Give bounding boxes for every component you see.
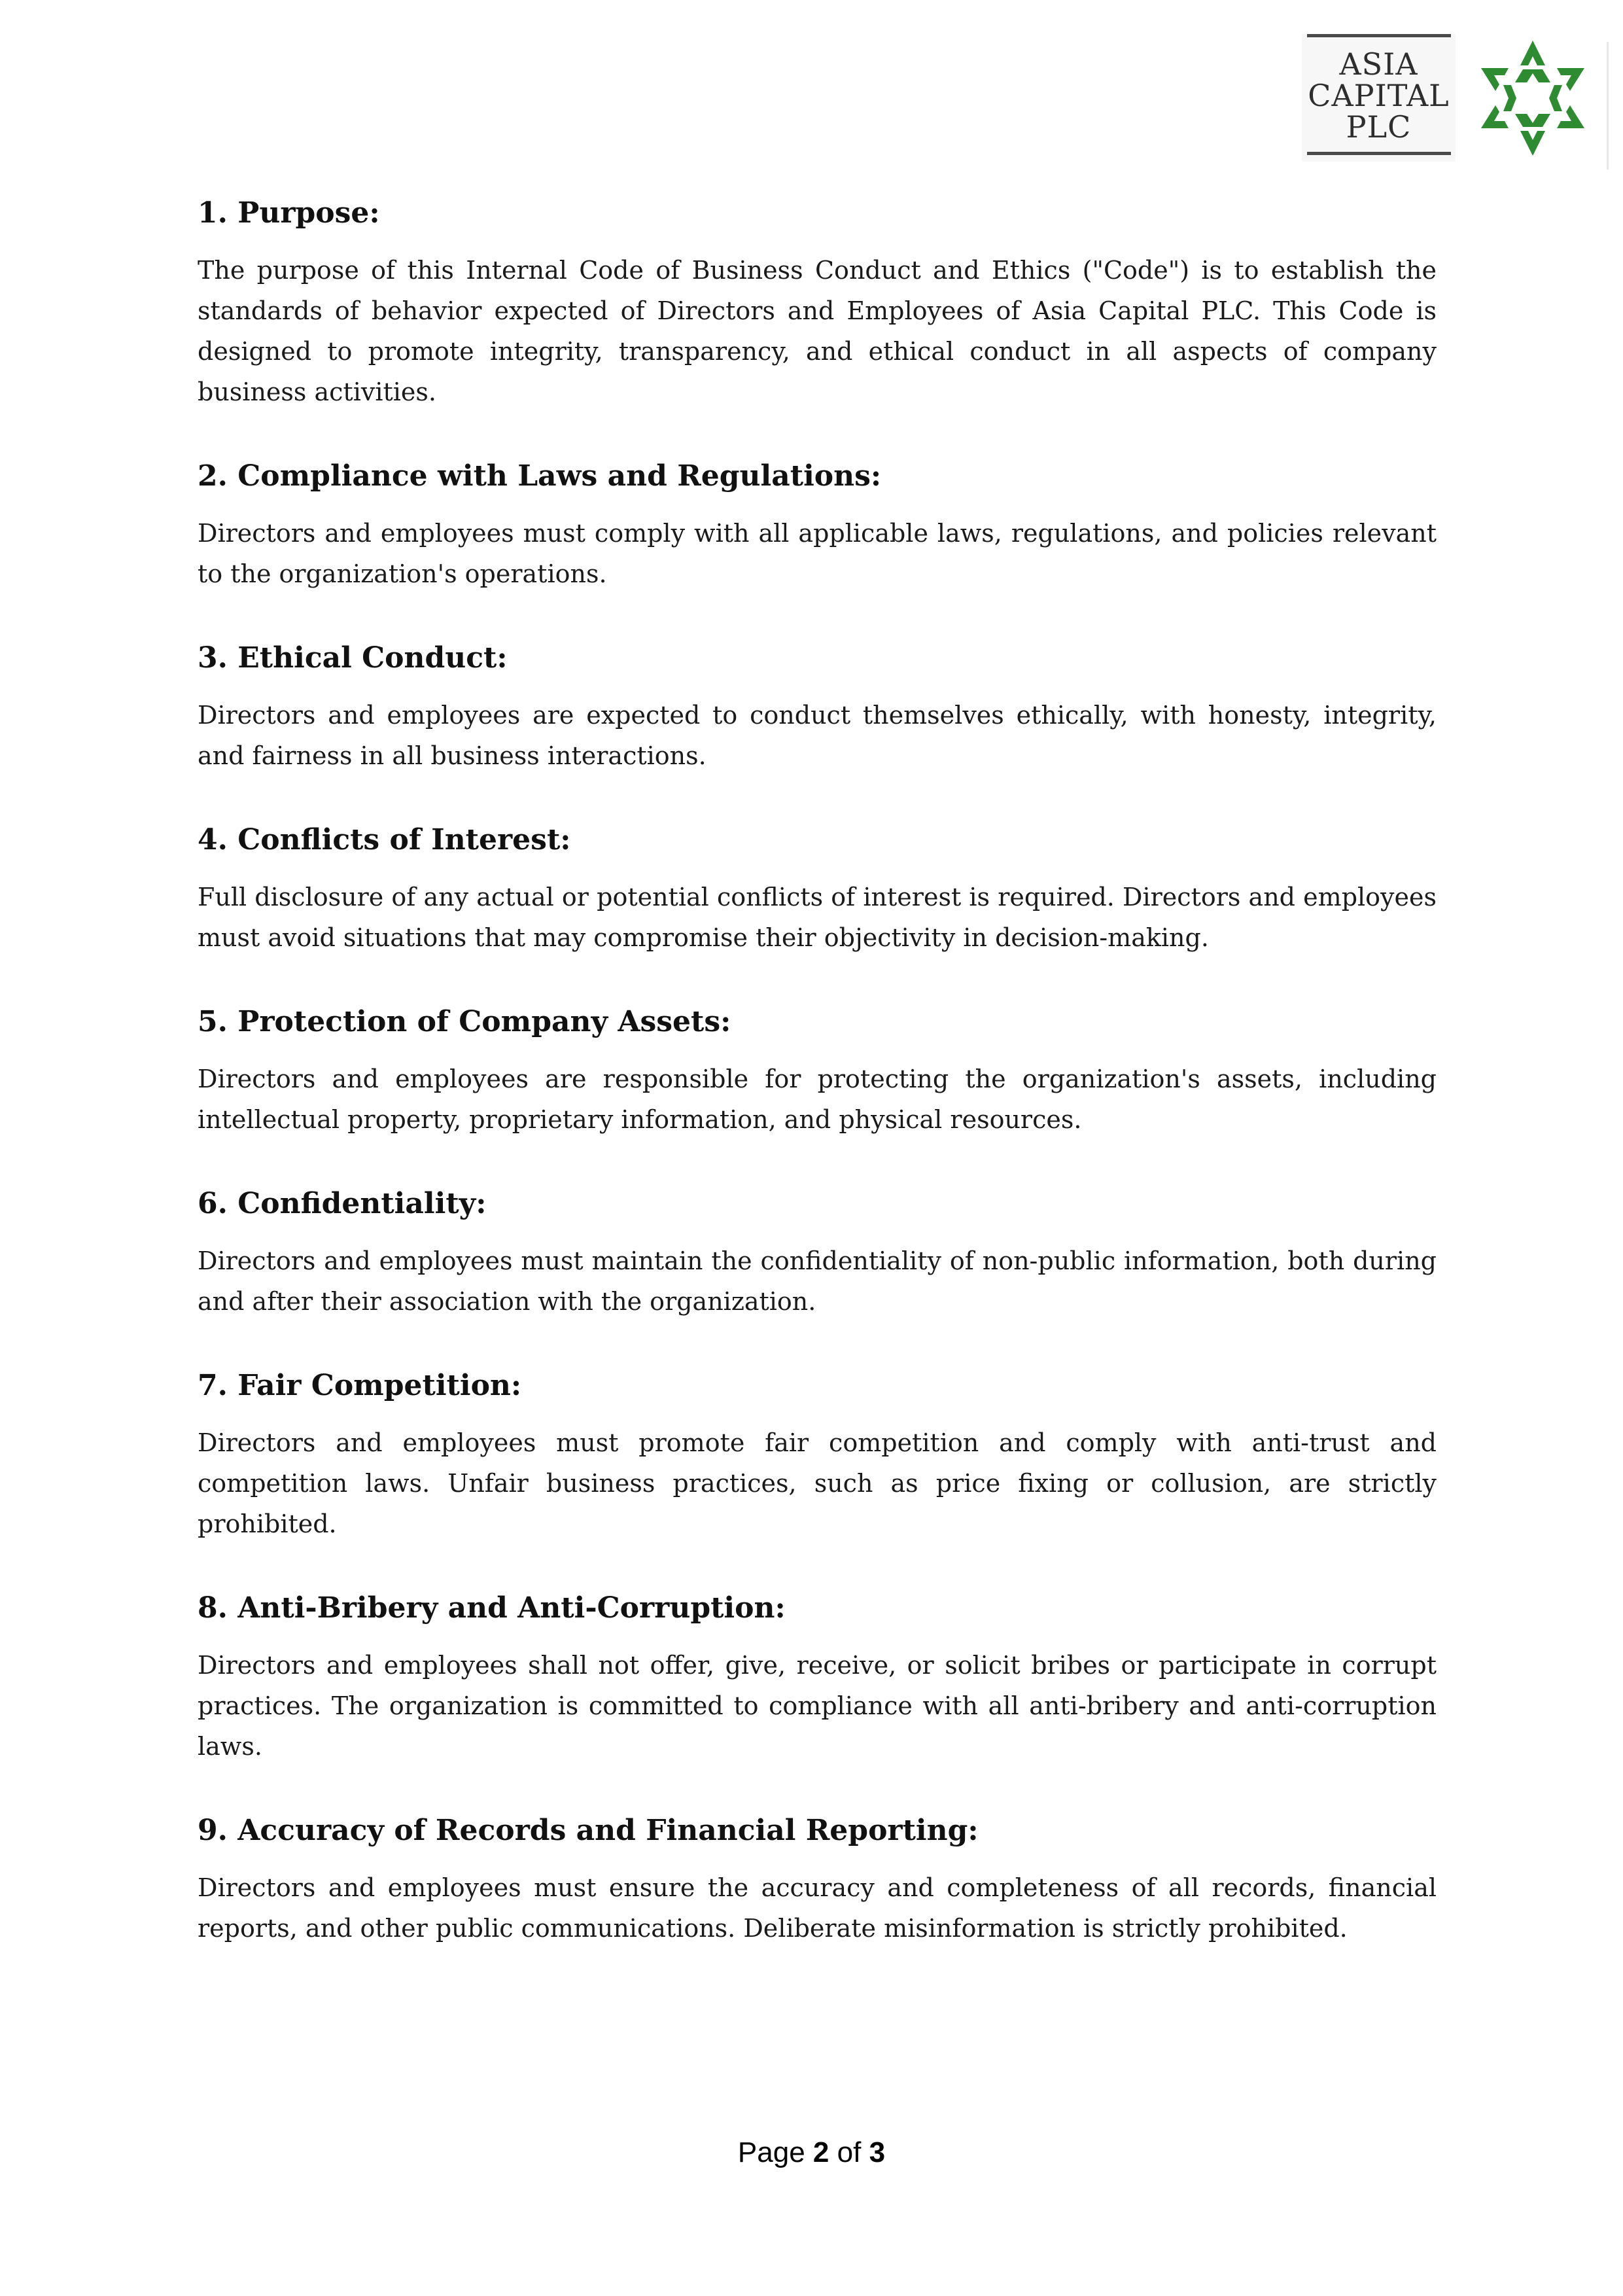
section-heading: 9. Accuracy of Records and Financial Reporting:: [198, 1814, 979, 1847]
section-text: The purpose of this Internal Code of Business Conduct and Ethics ("Code") is to establish the standards of behavior expected of Directors and Employees of Asia Capital PLC. This Code is designed to promote integrity, transparency, and ethical conduct in all aspects of company business activities.: [198, 256, 1437, 406]
logo-top-rule: [1307, 34, 1451, 37]
of-label: of: [837, 2136, 862, 2168]
logo-edge-line: [1607, 42, 1609, 169]
section-company-assets: [198, 1001, 1437, 1140]
six-pointed-star-icon: [1477, 39, 1588, 157]
logo-bottom-rule: [1307, 152, 1451, 155]
section-text: Directors and employees must comply with all applicable laws, regulations, and policies relevant to the organization's operations.: [198, 519, 1437, 588]
logo-line-1: ASIA: [1339, 46, 1418, 82]
section-conflicts-of-interest: [198, 819, 1437, 958]
section-text: Directors and employees must maintain the confidentiality of non-public information, both during and after their association with the organization.: [198, 1246, 1437, 1316]
section-ethical-conduct: [198, 637, 1437, 776]
section-heading: 6. Confidentiality:: [198, 1187, 487, 1220]
logo-text: [1302, 48, 1456, 143]
section-compliance: [198, 455, 1437, 594]
logo-line-3: PLC: [1346, 109, 1412, 145]
section-confidentiality: [198, 1183, 1437, 1322]
section-heading: 7. Fair Competition:: [198, 1369, 522, 1402]
section-purpose: [198, 192, 1437, 412]
page-number-footer: [0, 2134, 1623, 2171]
section-heading: 8. Anti-Bribery and Anti-Corruption:: [198, 1591, 786, 1625]
section-heading: 3. Ethical Conduct:: [198, 641, 508, 675]
total-page-count: 3: [869, 2136, 886, 2168]
section-anti-bribery: [198, 1587, 1437, 1767]
section-text: Full disclosure of any actual or potential conflicts of interest is required. Directors and employees must avoid situations that may compromise their objectivity in decision-making.: [198, 883, 1437, 952]
logo-wordmark: [1302, 34, 1456, 162]
section-heading: 1. Purpose:: [198, 196, 380, 230]
section-text: Directors and employees must ensure the accuracy and completeness of all records, financial reports, and other public communications. Deliberate misinformation is strictly prohibited.: [198, 1873, 1437, 1943]
company-logo: [1302, 34, 1616, 162]
section-heading: 5. Protection of Company Assets:: [198, 1005, 731, 1038]
section-heading: 2. Compliance with Laws and Regulations:: [198, 459, 882, 493]
section-text: Directors and employees are responsible for protecting the organization's assets, including intellectual property, proprietary information, and physical resources.: [198, 1065, 1437, 1134]
section-text: Directors and employees are expected to conduct themselves ethically, with honesty, integrity, and fairness in all business interactions.: [198, 701, 1437, 770]
section-fair-competition: [198, 1365, 1437, 1544]
page-label: Page: [737, 2136, 805, 2168]
section-text: Directors and employees shall not offer, give, receive, or solicit bribes or participate in corrupt practices. The organization is committed to compliance with all anti-bribery and anti-corruption laws.: [198, 1651, 1437, 1761]
logo-line-2: CAPITAL: [1308, 78, 1450, 113]
document-body: [198, 192, 1437, 1992]
section-text: Directors and employees must promote fair competition and comply with anti-trust and competition laws. Unfair business practices, such as price fixing or collusion, are strictly prohibited.: [198, 1428, 1437, 1538]
section-financial-reporting: [198, 1810, 1437, 1949]
current-page-number: 2: [812, 2136, 829, 2168]
section-heading: 4. Conflicts of Interest:: [198, 823, 571, 857]
